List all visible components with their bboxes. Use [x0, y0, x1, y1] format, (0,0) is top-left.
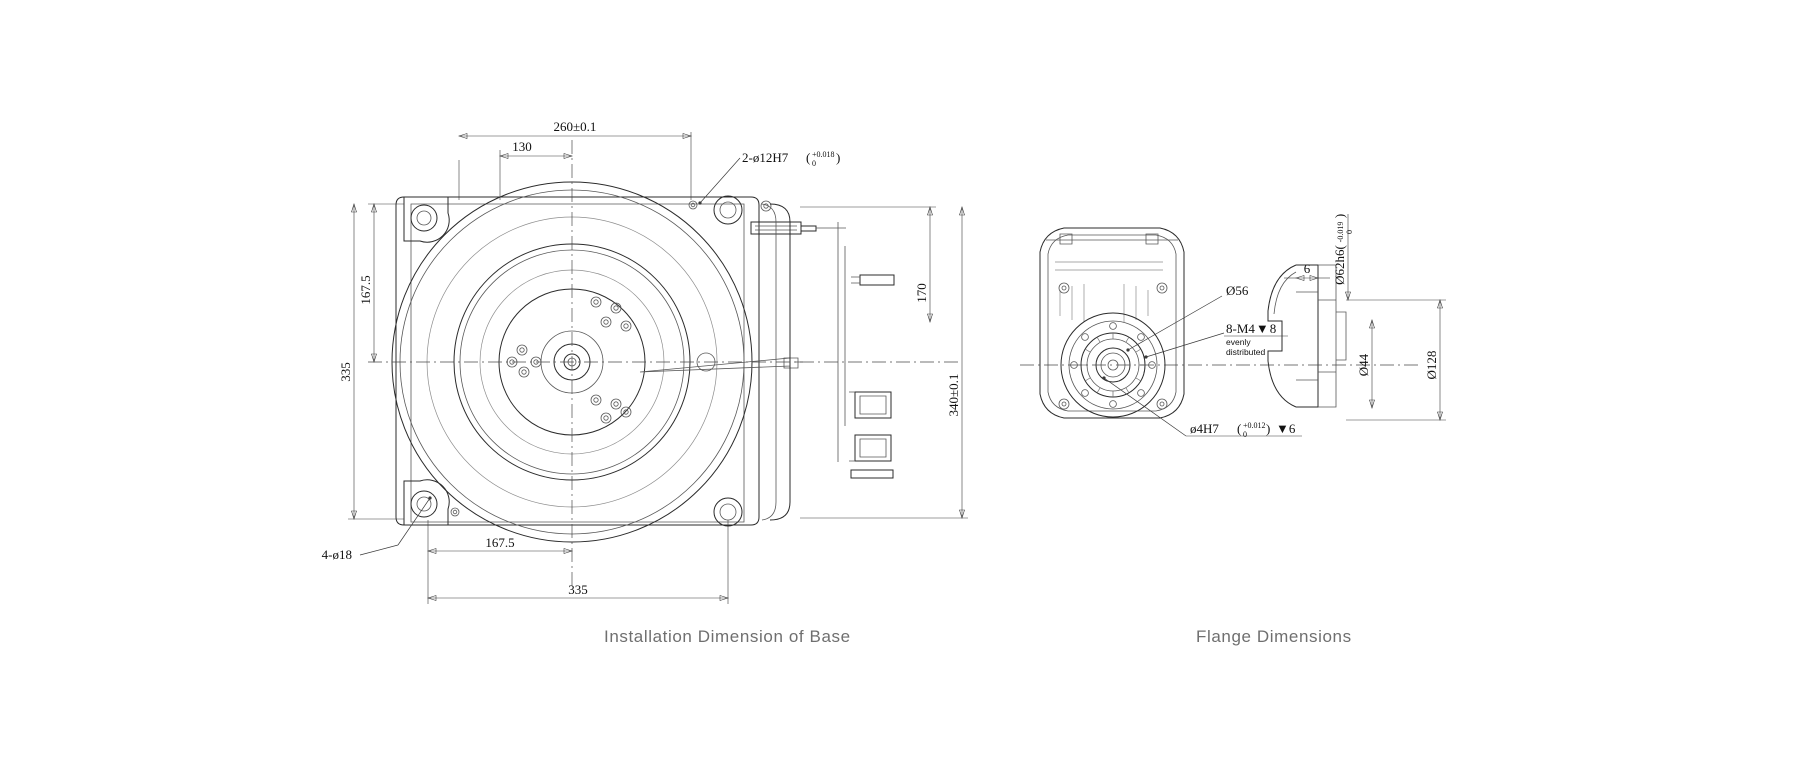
- dim-62h6-tol-lower: -0.019: [1336, 221, 1345, 243]
- dim-128-label: Ø128: [1424, 350, 1439, 380]
- dim-2x12H7-label: 2-ø12H7: [742, 150, 789, 165]
- front-body-screws: [1059, 283, 1167, 409]
- right-view-group: [1020, 214, 1446, 439]
- dim-4H7-depth: ▼6: [1276, 421, 1296, 436]
- dim-2x12H7-tol-lower: 0: [812, 159, 816, 168]
- callout-8-M4: [1144, 321, 1288, 359]
- dimension-62h6: [1332, 214, 1354, 300]
- dim-62h6-label: Ø62h6(: [1332, 245, 1347, 285]
- dim-4H7-paren-close: ): [1266, 421, 1271, 436]
- dim-62h6-tol-upper: 0: [1345, 230, 1354, 234]
- dim-6-label: 6: [1303, 261, 1311, 276]
- dim-335-h-label: 335: [568, 582, 588, 597]
- dim-340-label: 340±0.1: [946, 373, 961, 417]
- dim-170-label: 170: [914, 283, 929, 303]
- callout-4x18: [322, 496, 432, 562]
- callout-2x12H7: [698, 150, 840, 205]
- dim-130-label: 130: [512, 139, 532, 154]
- dimension-167-5-vertical: [358, 204, 404, 362]
- connector-stack: [751, 222, 894, 478]
- dim-167-5-h-label: 167.5: [485, 535, 515, 550]
- dim-2x12H7-paren-close: ): [836, 150, 841, 165]
- dimension-6: [1284, 261, 1330, 281]
- callout-4H7: [1102, 376, 1302, 439]
- dim-62h6-paren-close: ): [1332, 213, 1347, 219]
- dim-335-v-label: 335: [338, 362, 353, 382]
- dim-8M4-note-line1: evenly: [1226, 337, 1251, 347]
- dim-4H7-label: ø4H7: [1190, 421, 1219, 436]
- dim-4H7-tol-lower: 0: [1243, 430, 1247, 439]
- dimension-335-vertical: [338, 204, 404, 519]
- dimension-260: [459, 119, 691, 200]
- wedge-detail: [640, 358, 803, 372]
- dim-8M4-label: 8-M4▼8: [1226, 321, 1277, 336]
- dimension-44: [1356, 320, 1375, 408]
- dimension-167-5-horizontal: [428, 520, 572, 557]
- dim-4H7-paren-open: (: [1237, 421, 1242, 436]
- dim-2x12H7-paren-open: (: [806, 150, 811, 165]
- left-view-group: [322, 119, 968, 604]
- dim-167-5-v-label: 167.5: [358, 275, 373, 305]
- caption-installation-dimension-of-base: Installation Dimension of Base: [604, 627, 851, 646]
- dim-56-label: Ø56: [1226, 283, 1249, 298]
- dim-4H7-tol-upper: +0.012: [1243, 421, 1266, 430]
- dimension-130: [500, 139, 572, 200]
- dim-8M4-note-line2: distributed: [1226, 347, 1266, 357]
- dimension-170: [800, 207, 936, 322]
- dim-2x12H7-tol-upper: +0.018: [812, 150, 835, 159]
- dimension-335-horizontal: [428, 520, 728, 604]
- dim-44-label: Ø44: [1356, 353, 1371, 377]
- caption-flange-dimensions: Flange Dimensions: [1196, 627, 1352, 646]
- dim-4x18-label: 4-ø18: [321, 547, 352, 562]
- dim-260-label: 260±0.1: [553, 119, 597, 134]
- dimension-340: [800, 207, 968, 518]
- base-housing-outline: [396, 197, 759, 525]
